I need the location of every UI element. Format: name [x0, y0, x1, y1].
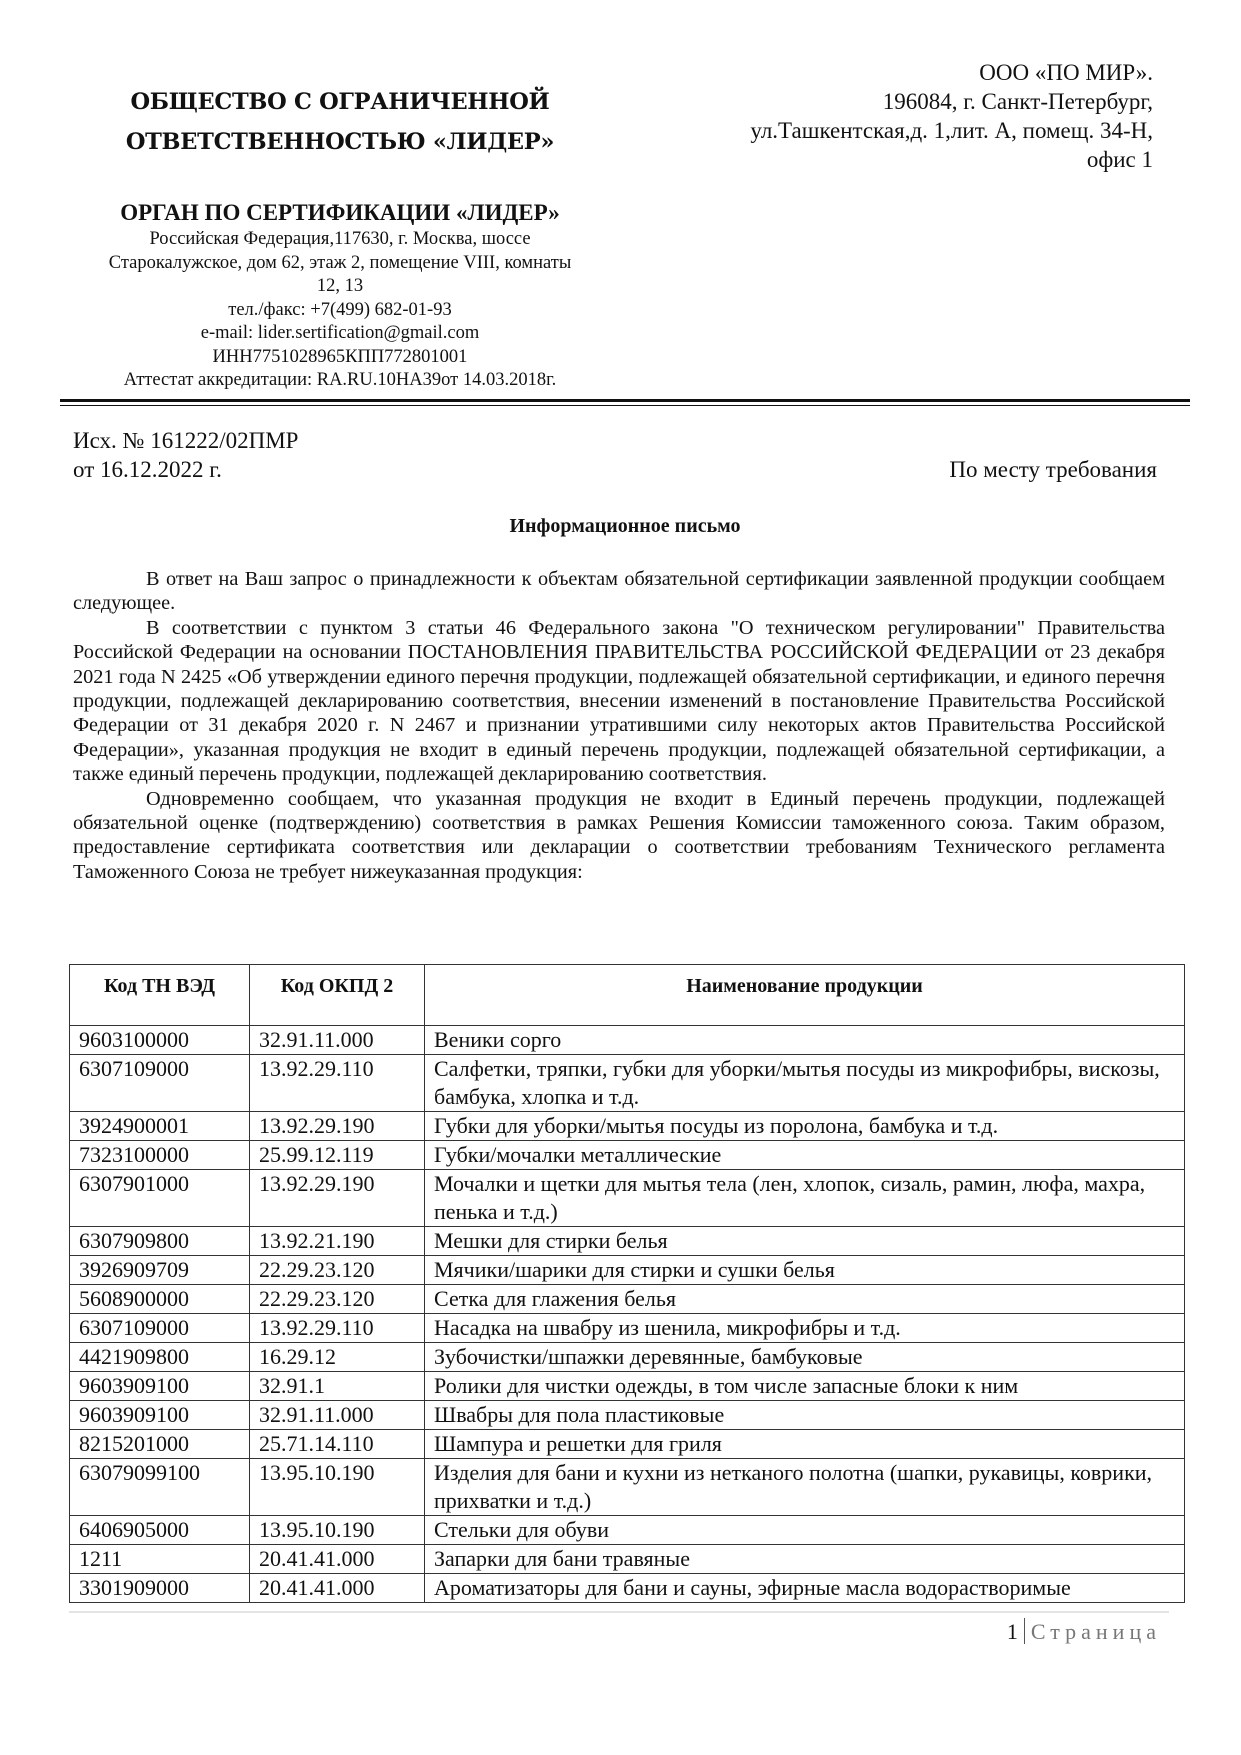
cell-product-name: Губки для уборки/мытья посуды из поролона, бамбука и т.д.	[425, 1112, 1185, 1141]
cell-tnved-code: 9603909100	[70, 1372, 250, 1401]
cell-okpd2-code: 25.99.12.119	[250, 1141, 425, 1170]
column-header-product-name: Наименование продукции	[425, 965, 1185, 1026]
cell-tnved-code: 3301909000	[70, 1574, 250, 1603]
table-row	[70, 1141, 1185, 1170]
certification-body-block	[60, 198, 620, 393]
cell-product-name: Швабры для пола пластиковые	[425, 1401, 1185, 1430]
accreditation: Аттестат аккредитации: RA.RU.10НА39от 14.03.2018г.	[123, 370, 557, 390]
table-row	[70, 1372, 1185, 1401]
cell-tnved-code: 8215201000	[70, 1430, 250, 1459]
paragraph: Одновременно сообщаем, что указанная продукция не входит в Единый перечень продукции, подлежащей обязательной оценке (подтверждению) соответствия в рамках Решения Комиссии таможенного союза. Таким образом, предоставление сертификата соответствия или декларации о соответствии требованиям Технического регламента Таможенного Союза не требует нижеуказанная продукция:	[73, 787, 1165, 883]
table-row	[70, 1343, 1185, 1372]
cell-okpd2-code: 25.71.14.110	[250, 1430, 425, 1459]
organization-title	[60, 82, 620, 162]
cell-product-name: Насадка на швабру из шенила, микрофибры и т.д.	[425, 1314, 1185, 1343]
cell-okpd2-code: 13.95.10.190	[250, 1516, 425, 1545]
cell-product-name: Изделия для бани и кухни из нетканого полотна (шапки, рукавицы, коврики, прихватки и т.д.)	[425, 1459, 1185, 1516]
table-row	[70, 1026, 1185, 1055]
page-number	[1007, 1618, 1161, 1645]
cell-okpd2-code: 20.41.41.000	[250, 1574, 425, 1603]
column-header-tnved: Код ТН ВЭД	[70, 965, 250, 1026]
cell-product-name: Стельки для обуви	[425, 1516, 1185, 1545]
cell-okpd2-code: 13.92.29.110	[250, 1055, 425, 1112]
cell-tnved-code: 5608900000	[70, 1285, 250, 1314]
outgoing-date: от 16.12.2022 г.	[73, 457, 222, 482]
cell-product-name: Мячики/шарики для стирки и сушки белья	[425, 1256, 1185, 1285]
table-header-row	[70, 965, 1185, 1026]
cell-tnved-code: 3924900001	[70, 1112, 250, 1141]
cell-product-name: Запарки для бани травяные	[425, 1545, 1185, 1574]
cell-okpd2-code: 32.91.11.000	[250, 1401, 425, 1430]
cell-tnved-code: 6406905000	[70, 1516, 250, 1545]
cell-product-name: Зубочистки/шпажки деревянные, бамбуковые	[425, 1343, 1185, 1372]
cell-tnved-code: 3926909709	[70, 1256, 250, 1285]
paragraph: В ответ на Ваш запрос о принадлежности к объектам обязательной сертификации заявленной продукции сообщаем следующее.	[73, 568, 1165, 615]
cell-product-name: Ароматизаторы для бани и сауны, эфирные масла водорастворимые	[425, 1574, 1185, 1603]
paragraph: В соответствии с пунктом 3 статьи 46 Федерального закона "О техническом регулировании" Правительства Российской Федерации на основании ПОСТАНОВЛЕНИЯ ПРАВИТЕЛЬСТВА РОССИЙСКОЙ ФЕДЕРАЦИИ от 23 декабря 2021 года N 2425 «Об утверждении единого перечня продукции, подлежащей обязательной сертификации, и единого перечня продукции, подлежащей декларированию соответствия, внесении изменений в постановление Правительства Российской Федерации от 31 декабря 2020 г. N 2467 и признании утратившими силу некоторых актов Правительства Российской Федерации», указанная продукция не входит в единый перечень продукции, подлежащей обязательной сертификации, а также единый перечень продукции, подлежащей декларированию соответствия.	[73, 616, 1165, 786]
cell-tnved-code: 6307909800	[70, 1227, 250, 1256]
table-row	[70, 1401, 1185, 1430]
cell-okpd2-code: 32.91.11.000	[250, 1026, 425, 1055]
recipient-line: 196084, г. Санкт-Петербург,	[882, 89, 1153, 114]
table-row	[70, 1574, 1185, 1603]
table-row	[70, 1055, 1185, 1112]
header-divider-thick	[60, 399, 1190, 402]
outgoing-number: Исх. № 161222/02ПМР	[73, 428, 299, 453]
cell-okpd2-code: 13.92.29.110	[250, 1314, 425, 1343]
products-table	[69, 964, 1185, 1603]
cell-tnved-code: 63079099100	[70, 1459, 250, 1516]
cell-okpd2-code: 32.91.1	[250, 1372, 425, 1401]
cell-product-name: Шампура и решетки для гриля	[425, 1430, 1185, 1459]
recipient-line: ООО «ПО МИР».	[979, 60, 1153, 85]
cell-tnved-code: 9603100000	[70, 1026, 250, 1055]
cell-product-name: Губки/мочалки металлические	[425, 1141, 1185, 1170]
cell-okpd2-code: 13.92.29.190	[250, 1112, 425, 1141]
cell-tnved-code: 7323100000	[70, 1141, 250, 1170]
cell-tnved-code: 6307109000	[70, 1055, 250, 1112]
page-label: Страница	[1030, 1619, 1161, 1644]
cell-product-name: Салфетки, тряпки, губки для уборки/мытья посуды из микрофибры, вискозы, бамбука, хлопка и т.д.	[425, 1055, 1185, 1112]
address-line-2: Старокалужское, дом 62, этаж 2, помещение VIII, комнаты	[108, 252, 572, 273]
cell-tnved-code: 6307901000	[70, 1170, 250, 1227]
table-row	[70, 1256, 1185, 1285]
cell-okpd2-code: 13.92.21.190	[250, 1227, 425, 1256]
address-line-3: 12, 13	[316, 276, 364, 296]
table-row	[70, 1314, 1185, 1343]
cell-okpd2-code: 22.29.23.120	[250, 1285, 425, 1314]
table-row	[70, 1459, 1185, 1516]
cell-okpd2-code: 20.41.41.000	[250, 1545, 425, 1574]
cell-okpd2-code: 13.92.29.190	[250, 1170, 425, 1227]
page-number-separator	[1024, 1618, 1025, 1644]
table-row	[70, 1170, 1185, 1227]
table-row	[70, 1516, 1185, 1545]
recipient-line: офис 1	[1086, 147, 1153, 172]
tax-ids: ИНН7751028965КПП772801001	[212, 346, 468, 367]
organization-title-line: ОТВЕТСТВЕННОСТЬЮ «ЛИДЕР»	[125, 129, 555, 155]
recipient-line: ул.Ташкентская,д. 1,лит. А, помещ. 34-Н,	[750, 118, 1153, 143]
footer-divider	[69, 1611, 1169, 1613]
table-row	[70, 1285, 1185, 1314]
letter-body	[73, 567, 1165, 884]
header-divider-thin	[60, 405, 1190, 406]
letter-title: Информационное письмо	[509, 515, 741, 537]
organization-title-line: ОБЩЕСТВО С ОГРАНИЧЕННОЙ	[130, 89, 550, 115]
table-row	[70, 1545, 1185, 1574]
cell-product-name: Веники сорго	[425, 1026, 1185, 1055]
cell-product-name: Ролики для чистки одежды, в том числе запасные блоки к ним	[425, 1372, 1185, 1401]
page-number-value: 1	[1006, 1619, 1018, 1644]
cell-product-name: Мешки для стирки белья	[425, 1227, 1185, 1256]
cell-tnved-code: 6307109000	[70, 1314, 250, 1343]
outgoing-reference	[73, 426, 298, 484]
cell-tnved-code: 1211	[70, 1545, 250, 1574]
cell-okpd2-code: 22.29.23.120	[250, 1256, 425, 1285]
recipient-address	[593, 58, 1153, 174]
destination: По месту требования	[949, 457, 1157, 482]
cell-tnved-code: 4421909800	[70, 1343, 250, 1372]
cell-tnved-code: 9603909100	[70, 1401, 250, 1430]
certification-body-title: ОРГАН ПО СЕРТИФИКАЦИИ «ЛИДЕР»	[120, 200, 560, 225]
cell-okpd2-code: 16.29.12	[250, 1343, 425, 1372]
cell-okpd2-code: 13.95.10.190	[250, 1459, 425, 1516]
table-row	[70, 1430, 1185, 1459]
cell-product-name: Мочалки и щетки для мытья тела (лен, хлопок, сизаль, рамин, люфа, махра, пенька и т.д.)	[425, 1170, 1185, 1227]
email: e-mail: lider.sertification@gmail.com	[200, 323, 480, 343]
phone-fax: тел./факс: +7(499) 682-01-93	[228, 299, 452, 320]
table-row	[70, 1227, 1185, 1256]
cell-product-name: Сетка для глажения белья	[425, 1285, 1185, 1314]
address-line-1: Российская Федерация,117630, г. Москва, шоссе	[149, 229, 531, 249]
column-header-okpd2: Код ОКПД 2	[250, 965, 425, 1026]
table-row	[70, 1112, 1185, 1141]
